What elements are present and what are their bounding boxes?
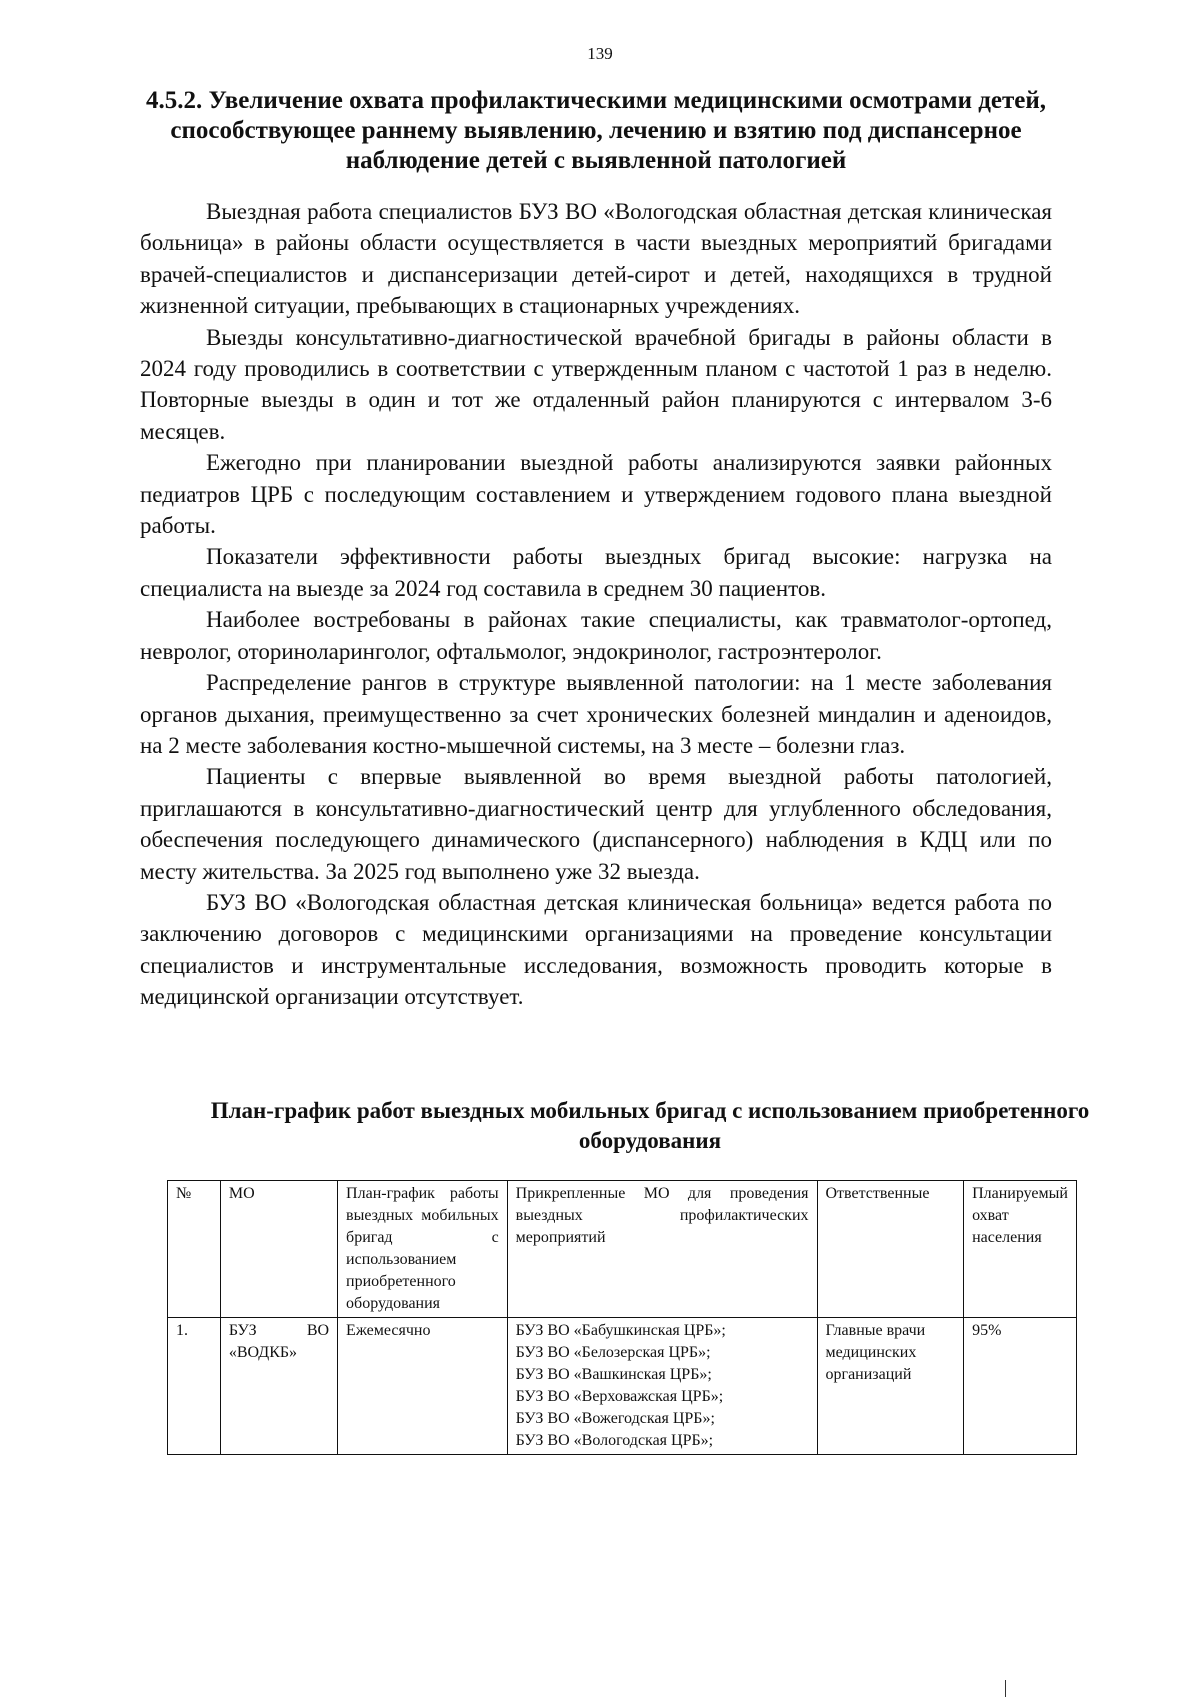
body-text: [140, 196, 1052, 1013]
attached-mo-item: БУЗ ВО «Вожегодская ЦРБ»;: [515, 1410, 715, 1427]
section-heading: 4.5.2. Увеличение охвата профилактическими медицинскими осмотрами детей, способствующее раннему выявлению, лечению и взятию под диспансерное наблюдение детей с выявленной патологией: [145, 87, 1046, 174]
paragraph: Выездная работа специалистов БУЗ ВО «Вологодская областная детская клиническая больница» в районы области осуществляется в части выездных мероприятий бригадами врачей-специалистов и диспансеризации детей-сирот и детей, находящихся в трудной жизненной ситуации, пребывающих в стационарных учреждениях.: [140, 199, 1052, 319]
paragraph: Пациенты с впервые выявленной во время выездной работы патологией, приглашаются в консультативно-диагностический центр для углубленного обследования, обеспечения последующего динамического (диспансерного) наблюдения в КДЦ или по месту жительства. За 2025 год выполнено уже 32 выезда.: [140, 764, 1052, 884]
cell-number: 1.: [168, 1318, 221, 1455]
table-row: [168, 1318, 1077, 1455]
paragraph: Распределение рангов в структуре выявленной патологии: на 1 месте заболевания органов дыхания, преимущественно за счет хронических болезней миндалин и аденоидов, на 2 месте заболевания костно-мышечной системы, на 3 месте – болезни глаз.: [140, 670, 1052, 758]
paragraph: Выезды консультативно-диагностической врачебной бригады в районы области в 2024 году проводились в соответствии с утвержденным планом с частотой 1 раз в неделю. Повторные выезды в один и тот же отдаленный район планируются с интервалом 3-6 месяцев.: [140, 324, 1052, 444]
paragraph: Наиболее востребованы в районах такие специалисты, как травматолог-ортопед, невролог, оториноларинголог, офтальмолог, эндокринолог, гастроэнтеролог.: [140, 607, 1052, 664]
header-coverage: Планируемый охват населения: [964, 1181, 1077, 1318]
scan-mark: [1005, 1680, 1006, 1697]
attached-mo-item: БУЗ ВО «Вологодская ЦРБ»;: [515, 1432, 714, 1449]
cell-schedule: Ежемесячно: [338, 1318, 508, 1455]
header-attached-mo: Прикрепленные МО для проведения выездных профилактических мероприятий: [507, 1181, 817, 1318]
table-header-row: [168, 1181, 1077, 1318]
attached-mo-item: БУЗ ВО «Белозерская ЦРБ»;: [515, 1344, 711, 1361]
page-number: 139: [587, 44, 613, 63]
header-responsible: Ответственные: [817, 1181, 964, 1318]
cell-coverage: 95%: [964, 1318, 1077, 1455]
paragraph: Ежегодно при планировании выездной работы анализируются заявки районных педиатров ЦРБ с последующим составлением и утверждением годового плана выездной работы.: [140, 450, 1052, 539]
paragraph: Показатели эффективности работы выездных бригад высокие: нагрузка на специалиста на выезде за 2024 год составила в среднем 30 пациентов.: [140, 544, 1052, 601]
attached-mo-item: БУЗ ВО «Бабушкинская ЦРБ»;: [515, 1322, 726, 1339]
cell-mo: БУЗ ВО «ВОДКБ»: [220, 1318, 337, 1455]
attached-mo-item: БУЗ ВО «Вашкинская ЦРБ»;: [515, 1366, 712, 1383]
header-mo: МО: [220, 1181, 337, 1318]
header-number: №: [168, 1181, 221, 1318]
cell-responsible: Главные врачи медицинских организаций: [817, 1318, 964, 1455]
schedule-table: [167, 1180, 1077, 1455]
table-title: План-график работ выездных мобильных бригад с использованием приобретенного оборудования: [210, 1098, 1090, 1153]
attached-mo-item: БУЗ ВО «Верховажская ЦРБ»;: [515, 1388, 724, 1405]
header-schedule: План-график работы выездных мобильных бригад с использованием приобретенного оборудования: [338, 1181, 508, 1318]
paragraph: БУЗ ВО «Вологодская областная детская клиническая больница» ведется работа по заключению договоров с медицинскими организациями на проведение консультации специалистов и инструментальные исследования, возможность проводить которые в медицинской организации отсутствует.: [140, 889, 1052, 1010]
cell-attached-mo: [507, 1318, 817, 1455]
